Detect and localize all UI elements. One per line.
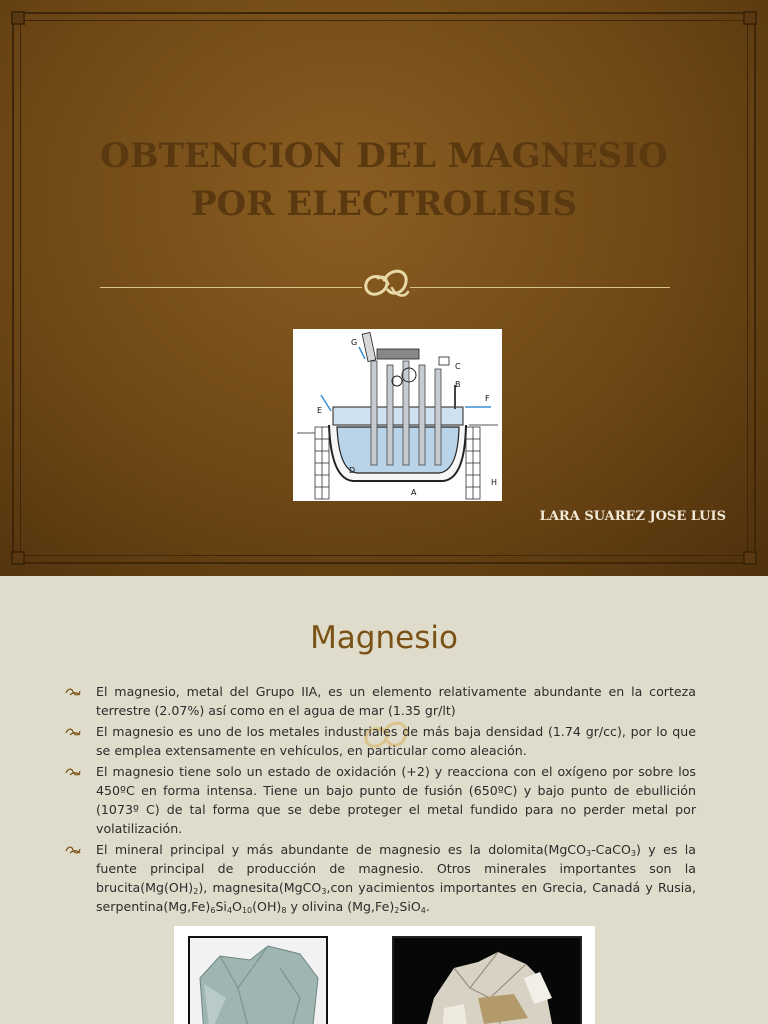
bullet-text: El magnesio es uno de los metales industriales de más baja densidad (1.74 gr/cc), por lo que se emplea extensamente en vehículos, en particular como aleación. xyxy=(96,724,696,758)
diagram-label-d: D xyxy=(349,466,356,475)
text-run: O xyxy=(232,899,242,914)
bullet-flourish-icon xyxy=(64,845,82,855)
frame-corner xyxy=(743,11,757,25)
subscript: 8 xyxy=(281,906,287,915)
mineral-crystal-image xyxy=(394,938,580,1024)
text-run: ,con yacimientos importantes en Grecia, Canadá y Rusia, serpentina(Mg,Fe) xyxy=(96,880,697,914)
bullet-flourish-icon xyxy=(64,767,82,777)
flourish-ornament-icon xyxy=(358,262,414,306)
mineral-crystal-image xyxy=(190,938,326,1024)
subscript: 10 xyxy=(241,906,253,915)
text-run: El mineral principal y más abundante de magnesio es la dolomita(MgCO xyxy=(96,842,587,857)
list-item xyxy=(64,840,696,916)
bullet-text-minerals xyxy=(96,842,696,914)
list-item xyxy=(64,762,696,838)
bullet-flourish-icon xyxy=(64,727,82,737)
text-run: SiO xyxy=(399,899,421,914)
frame-corner xyxy=(11,551,25,565)
diagram-label-f: F xyxy=(485,394,490,403)
bullet-text: El magnesio tiene solo un estado de oxidación (+2) y reacciona con el oxígeno por sobre los 450ºC en forma intensa. Tiene un bajo punto de fusión (650ºC) y bajo punto de ebullición (1073º C) de tal forma que se debe proteger el metal fundido para no perder metal por volatilización. xyxy=(96,764,696,836)
frame-corner xyxy=(743,551,757,565)
diagram-label-h: H xyxy=(491,478,498,487)
slide-title xyxy=(60,132,708,228)
mineral-photos xyxy=(174,926,595,1024)
author-name: LARA SUAREZ JOSE LUIS xyxy=(539,509,726,524)
subscript: 4 xyxy=(226,906,233,915)
diagram-label-g: G xyxy=(351,338,358,347)
subscript: 2 xyxy=(193,887,199,896)
mineral-photo-brucite xyxy=(188,936,328,1024)
frame-corner xyxy=(11,11,25,25)
list-item xyxy=(64,682,696,720)
bullet-text: El magnesio, metal del Grupo IIA, es un elemento relativamente abundante en la corteza terrestre (2.07%) así como en el agua de mar (1.35 gr/lt) xyxy=(96,684,696,718)
text-run: (OH) xyxy=(252,899,282,914)
slide-title-line1: OBTENCION DEL MAGNESIO xyxy=(100,136,668,176)
subscript: 3 xyxy=(630,849,636,858)
slide-title-line2: POR ELECTROLISIS xyxy=(190,184,578,224)
diagram-label-c: C xyxy=(455,362,461,371)
text-run: y olivina (Mg,Fe) xyxy=(286,899,395,914)
subscript: 3 xyxy=(321,887,327,896)
diagram-label-a: A xyxy=(411,488,417,497)
subscript: 2 xyxy=(394,906,400,915)
diagram-label-b: B xyxy=(455,380,461,389)
divider-right xyxy=(410,287,670,288)
list-item xyxy=(64,722,696,760)
text-run: ) y es la fuente principal de producción de magnesio. Otros minerales importantes son la brucita(Mg(OH) xyxy=(96,842,696,895)
diagram-label-e: E xyxy=(317,406,323,415)
text-run: -CaCO xyxy=(591,842,631,857)
mineral-photo-dolomite xyxy=(392,936,582,1024)
slide2-title: Magnesio xyxy=(310,620,458,656)
content-slide xyxy=(0,576,768,1024)
bullet-list xyxy=(64,682,696,918)
text-run: ), magnesita(MgCO xyxy=(198,880,322,895)
electrolysis-cell-diagram xyxy=(293,329,502,501)
bullet-flourish-icon xyxy=(64,687,82,697)
text-run: . xyxy=(425,899,430,914)
text-run: Si xyxy=(215,899,227,914)
divider-left xyxy=(100,287,362,288)
subscript: 3 xyxy=(586,849,592,858)
subscript: 6 xyxy=(210,906,216,915)
subscript: 4 xyxy=(420,906,426,915)
